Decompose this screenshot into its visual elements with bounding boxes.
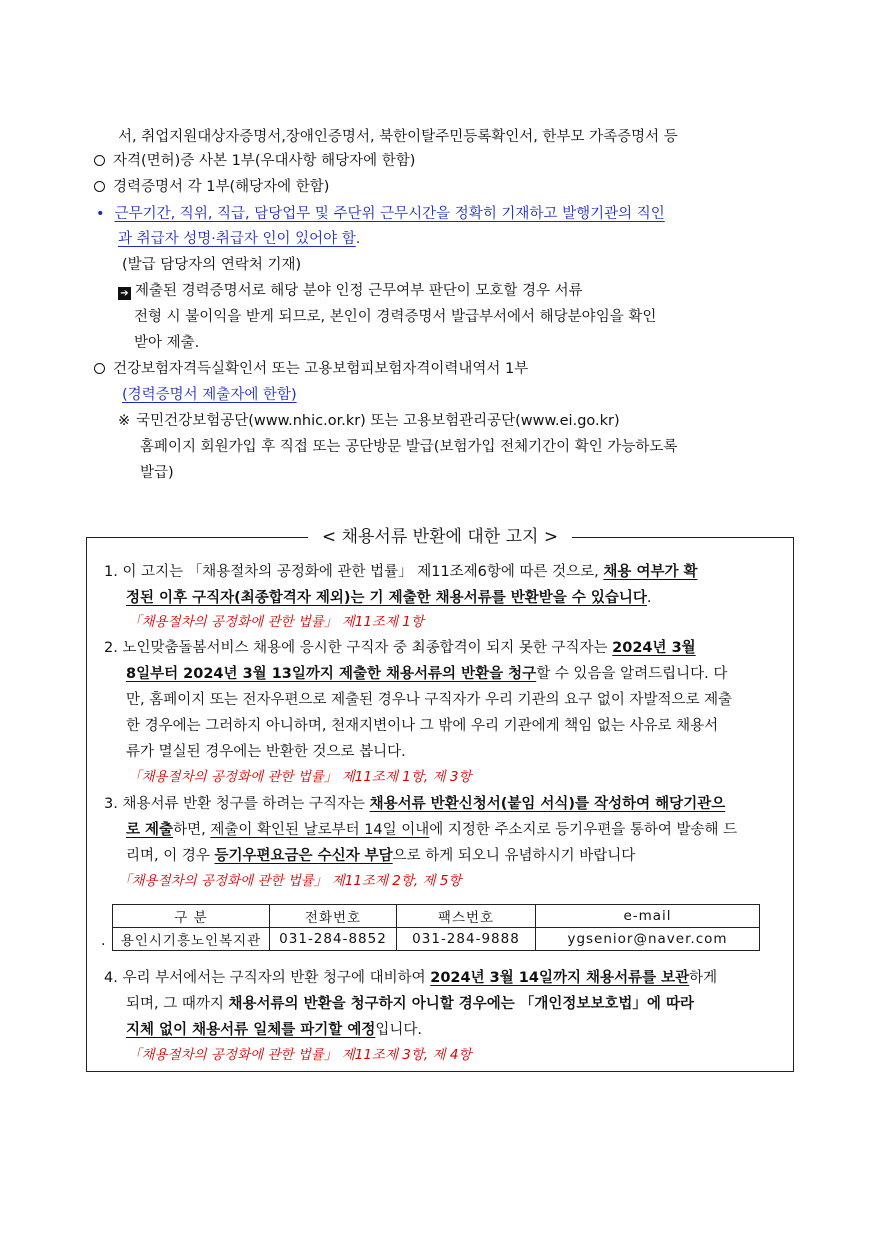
- legal-reference: 「채용절차의 공정화에 관한 법률」 제11조제 3항, 제 4항: [128, 1047, 472, 1063]
- career-note-line1: • 근무기간, 직위, 직급, 담당업무 및 주단위 근무시간을 정확히 기재하고 발행기관의 직인: [96, 206, 665, 222]
- career-contact-note: (발급 담당자의 연락처 기재): [122, 257, 302, 273]
- circle-bullet-icon: [94, 363, 105, 374]
- notice-item-3-line3: 리며, 이 경우 등기우편요금은 수신자 부담으로 하게 되오니 유념하시기 바랍니다: [126, 848, 636, 864]
- notice-item-2-line2: 8일부터 2024년 3월 13일까지 제출한 채용서류의 반환을 청구할 수 있음을 알려드립니다. 다: [126, 666, 728, 682]
- table-dot: .: [101, 933, 106, 949]
- doc-text-line: 서, 취업지원대상자증명서,장애인증명서, 북한이탈주민등록확인서, 한부모 가족증명서 등: [118, 129, 678, 145]
- dot-bullet-icon: •: [96, 206, 105, 222]
- table-cell-fax: 031-284-9888: [397, 928, 536, 951]
- table-header: e-mail: [536, 905, 760, 928]
- legal-reference: 「채용절차의 공정화에 관한 법률」 제11조제 1항, 제 3항: [128, 769, 472, 785]
- notice-item-2-line3: 만, 홈페이지 또는 전자우편으로 제출된 경우나 구직자가 우리 기관의 요구 없이 자발적으로 제출: [126, 692, 733, 708]
- arrow-right-box-icon: ➔: [118, 287, 131, 300]
- table-header: 구 분: [113, 905, 270, 928]
- table-header: 팩스번호: [397, 905, 536, 928]
- notice-item-2-line4: 한 경우에는 그러하지 아니하며, 천재지변이나 그 밖에 우리 기관에게 책임 없는 사유로 채용서: [126, 718, 719, 734]
- insurance-note-line3: 발급): [140, 465, 174, 481]
- table-row: [113, 928, 760, 951]
- notice-item-2-line5: 류가 멸실된 경우에는 반환한 것으로 봅니다.: [126, 744, 406, 760]
- notice-item-3-line2: 로 제출하면, 제출이 확인된 날로부터 14일 이내에 지정한 주소지로 등기우편을 통하여 발송해 드: [126, 822, 738, 838]
- circle-bullet-icon: [94, 181, 105, 192]
- legal-reference: 「채용절차의 공정화에 관한 법률」 제11조제 2항, 제 5항: [118, 873, 462, 889]
- insurance-condition: (경력증명서 제출자에 한함): [122, 387, 297, 403]
- legal-reference: 「채용절차의 공정화에 관한 법률」 제11조제 1항: [128, 614, 424, 630]
- list-item-career: 경력증명서 각 1부(해당자에 한함): [94, 176, 329, 198]
- notice-item-3-line1: 3. 채용서류 반환 청구를 하려는 구직자는 채용서류 반환신청서(붙임 서식)를 작성하여 해당기관으: [104, 796, 726, 812]
- notice-item-4-line3: 지체 없이 채용서류 일체를 파기할 예정입니다.: [126, 1022, 422, 1038]
- notice-item-4-line1: 4. 우리 부서에서는 구직자의 반환 청구에 대비하여 2024년 3월 14일까지 채용서류를 보관하게: [104, 970, 718, 986]
- insurance-note-line2: 홈페이지 회원가입 후 직접 또는 공단방문 발급(보험가입 전체기간이 확인 가능하도록: [140, 439, 678, 455]
- career-warning-line1: ➔ 제출된 경력증명서로 해당 분야 인정 근무여부 판단이 모호할 경우 서류: [118, 280, 583, 302]
- career-warning-line2: 전형 시 불이익을 받게 되므로, 본인이 경력증명서 발급부서에서 해당분야임을 확인: [134, 309, 657, 325]
- list-item-insurance: 건강보험자격득실확인서 또는 고용보험피보험자격이력내역서 1부: [94, 358, 528, 380]
- notice-item-2-line1: 2. 노인맞춤돌봄서비스 채용에 응시한 구직자 중 최종합격이 되지 못한 구직자는 2024년 3월: [104, 640, 696, 656]
- notice-item-4-line2: 되며, 그 때까지 채용서류의 반환을 청구하지 아니할 경우에는 「개인정보보호법」에 따라: [126, 996, 694, 1012]
- notice-title: < 채용서류 반환에 대한 고지 >: [0, 524, 880, 550]
- contact-table: [112, 904, 760, 951]
- insurance-note-line1: ※ 국민건강보험공단(www.nhic.or.kr) 또는 고용보험관리공단(www.ei.go.kr): [118, 413, 620, 429]
- list-item-license: 자격(면허)증 사본 1부(우대사항 해당자에 한함): [94, 150, 415, 172]
- table-header-row: [113, 905, 760, 928]
- career-warning-line3: 받아 제출.: [134, 335, 200, 351]
- notice-item-1-line1: 1. 이 고지는 「채용절차의 공정화에 관한 법률」 제11조제6항에 따른 것으로, 채용 여부가 확: [104, 564, 698, 580]
- table-header: 전화번호: [270, 905, 397, 928]
- reference-mark-icon: ※: [118, 413, 131, 429]
- notice-item-1-line2: 정된 이후 구직자(최종합격자 제외)는 기 제출한 채용서류를 반환받을 수 있습니다.: [126, 590, 652, 606]
- table-cell-org: 용인시기흥노인복지관: [113, 928, 270, 951]
- table-cell-phone: 031-284-8852: [270, 928, 397, 951]
- table-cell-email: ygsenior@naver.com: [536, 928, 760, 951]
- career-note-line2: 과 취급자 성명·취급자 인이 있어야 함.: [118, 231, 361, 247]
- circle-bullet-icon: [94, 155, 105, 166]
